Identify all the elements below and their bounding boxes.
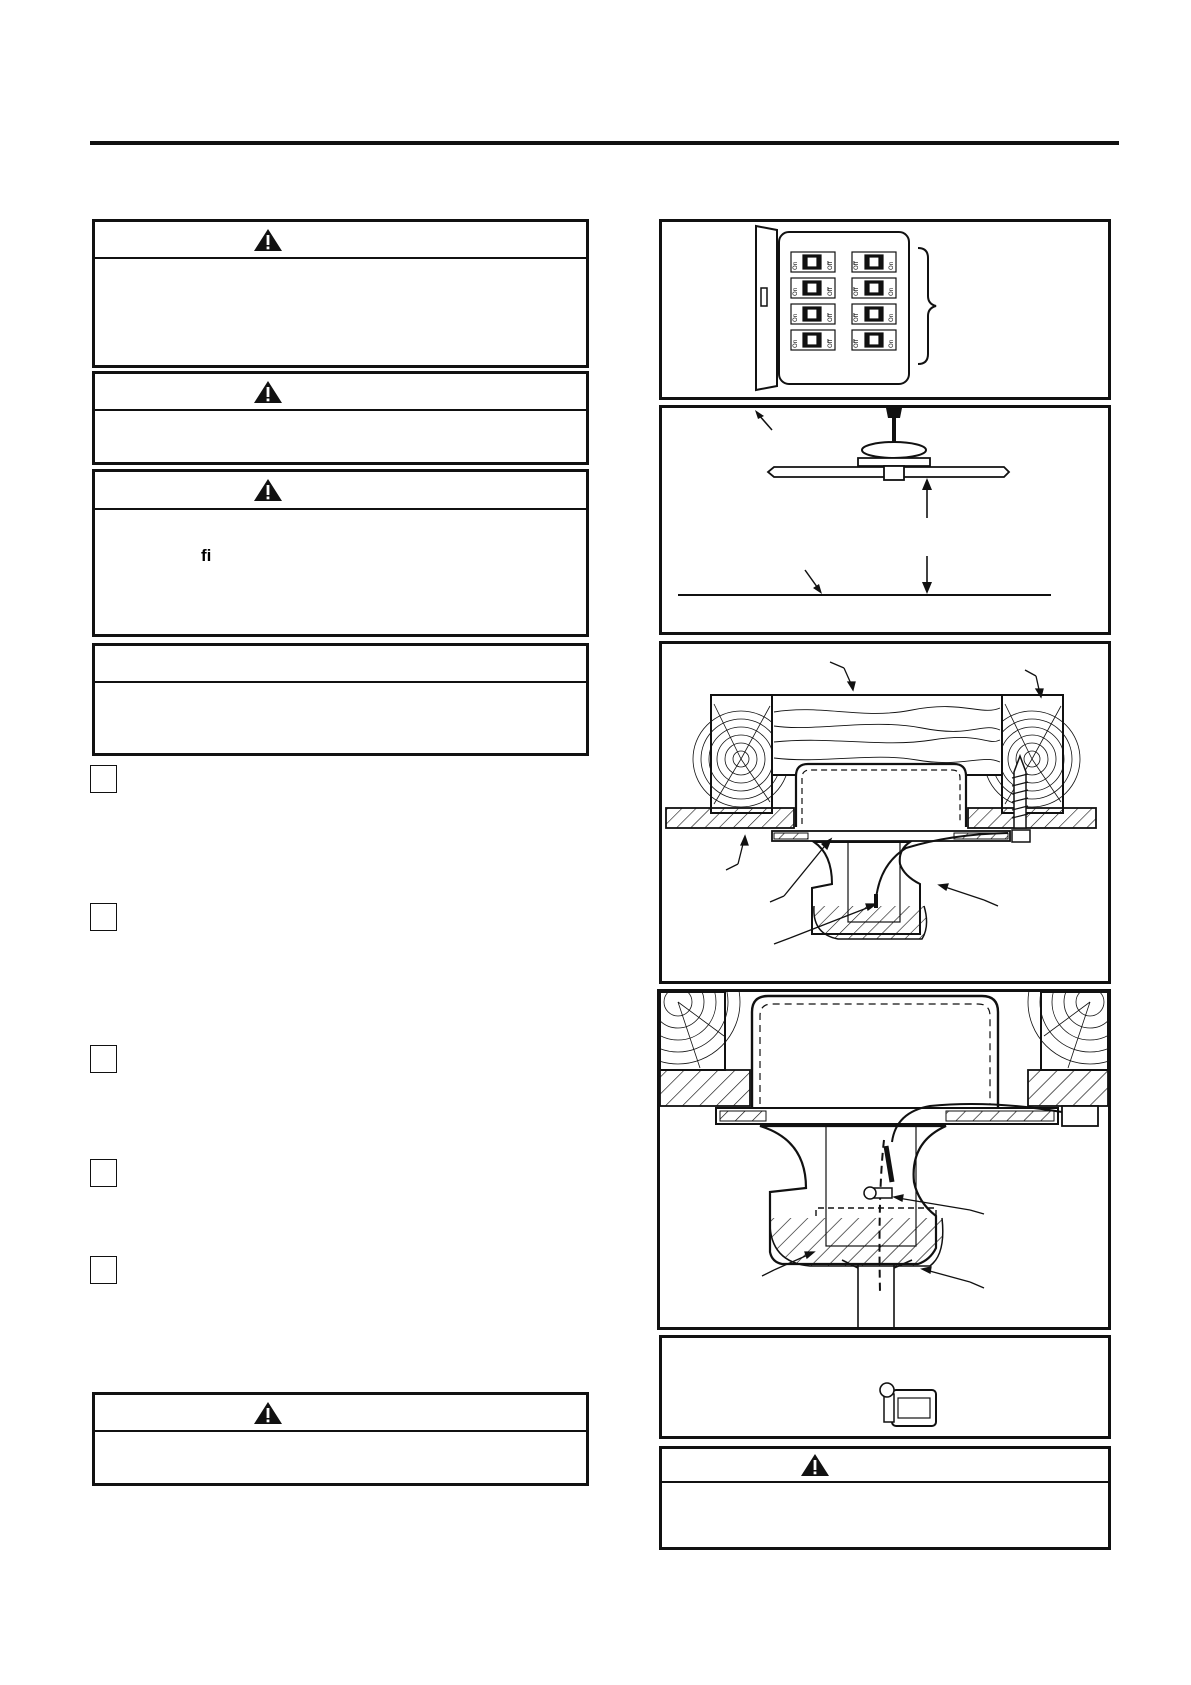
box-mounting-illustration [662, 644, 1108, 981]
breaker-label-on: On [792, 313, 799, 322]
step-number-box [90, 1159, 117, 1187]
breaker-label-on: On [888, 313, 895, 322]
breaker-label-off: Off [853, 339, 860, 348]
warning-box-2 [92, 371, 589, 465]
breaker-label-off: Off [827, 339, 834, 348]
warning-triangle-icon [253, 228, 283, 252]
warning-box-1-body [95, 259, 586, 275]
breaker-label-off: Off [853, 313, 860, 322]
warning-box-bottom-body [95, 1432, 586, 1448]
breaker-label-on: On [792, 339, 799, 348]
warning-box-bottom [92, 1392, 589, 1486]
notice-box-header [95, 646, 586, 683]
figure-fastener-detail [659, 1335, 1111, 1439]
warning-box-right-header [662, 1449, 1108, 1483]
warning-box-2-body [95, 411, 586, 427]
breaker-label-on: On [792, 287, 799, 296]
hanger-detail-illustration [660, 992, 1108, 1327]
figure-box-mounting [659, 641, 1111, 984]
breaker-label-off: Off [853, 287, 860, 296]
breaker-label-on: On [888, 261, 895, 270]
page-header-rule [90, 141, 1119, 145]
step-number-box [90, 903, 117, 931]
warning-triangle-icon [800, 1453, 830, 1477]
breaker-label-off: Off [827, 313, 834, 322]
warning-box-right [659, 1446, 1111, 1550]
notice-box [92, 643, 589, 756]
notice-box-body [95, 683, 586, 699]
warning-box-right-body [662, 1483, 1108, 1499]
breaker-label-on: On [888, 287, 895, 296]
warning-box-3 [92, 469, 589, 637]
step-number-box [90, 765, 117, 793]
breaker-label-on: On [888, 339, 895, 348]
warning-triangle-icon [253, 478, 283, 502]
step-number-box [90, 1256, 117, 1284]
warning-box-bottom-header [95, 1395, 586, 1432]
fastener-detail-illustration [662, 1338, 1108, 1436]
warning-triangle-icon [253, 380, 283, 404]
warning-box-3-body [95, 510, 586, 652]
warning-box-1-header [95, 222, 586, 259]
warning-box-2-header [95, 374, 586, 411]
step-number-box [90, 1045, 117, 1073]
figure-breaker-panel [659, 219, 1111, 400]
figure-hanger-detail [657, 989, 1111, 1330]
fi-ligature-glyph: fi [201, 546, 212, 565]
breaker-label-off: Off [853, 261, 860, 270]
warning-box-3-header [95, 472, 586, 510]
fan-clearance-illustration [662, 408, 1108, 632]
warning-box-1 [92, 219, 589, 368]
breaker-panel-illustration [662, 222, 1108, 397]
breaker-label-off: Off [827, 261, 834, 270]
breaker-label-off: Off [827, 287, 834, 296]
warning-triangle-icon [253, 1401, 283, 1425]
figure-fan-clearance [659, 405, 1111, 635]
breaker-label-on: On [792, 261, 799, 270]
